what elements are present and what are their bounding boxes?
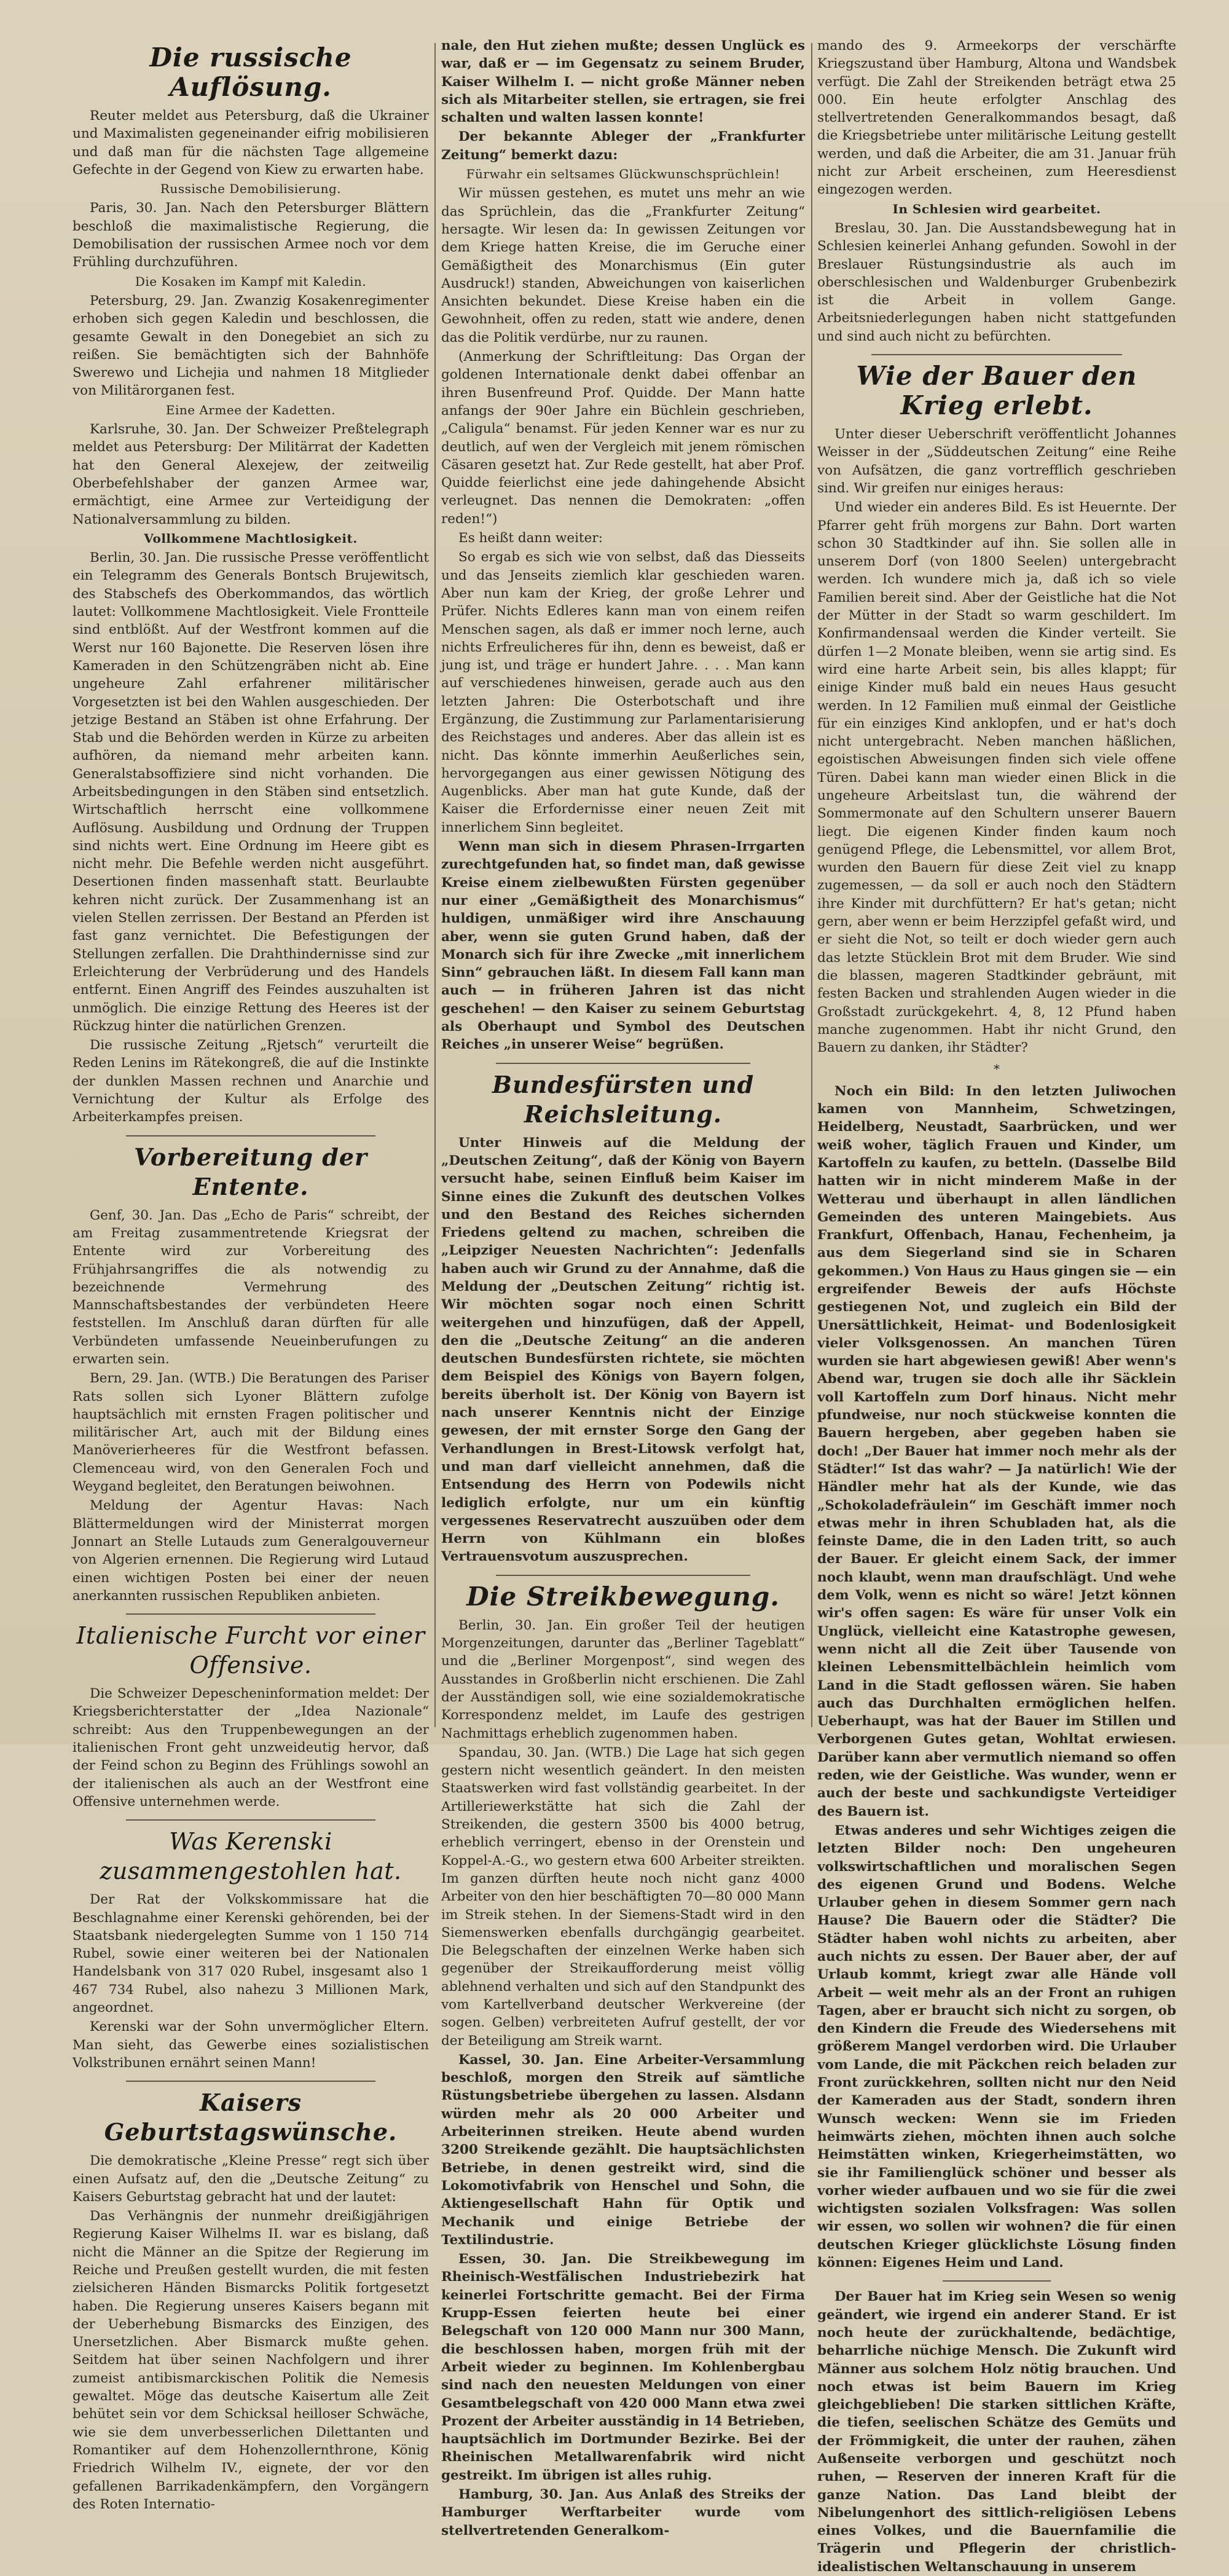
paragraph: Berlin, 30. Jan. Ein großer Teil der heutigen Morgenzeitungen, darunter das „Berliner Tageblatt“ und die „Berliner Morgenpost“, sind wegen des Ausstandes in Großberlin nicht erschienen. Die Zahl der Ausständigen soll, wie eine sozialdemokratische Korrespondenz meldet, im Laufe des gestrigen Nachmittags erheblich zugenommen haben.	[441, 1617, 805, 1741]
paragraph: Kerenski war der Sohn unvermöglicher Eltern. Man sieht, das Gewerbe eines sozialistischen Volkstribunen ernährt seinen Mann!	[73, 2019, 429, 2071]
divider	[943, 2280, 1050, 2282]
paragraph: Und wieder ein anderes Bild. Es ist Heuernte. Der Pfarrer geht früh morgens zur Bahn. Dort warten schon 30 Stadtkinder auf ihn. Sie sollen alle in unserem Dorf (von 1800 Seelen) untergebracht werden. Ich wundere mich ja, daß ich so viele Familien bereit sind. Aber der Geistliche hat die Not der Mütter in der Stadt so warm geschildert. Im Konfirmandensaal werden die Kinder verteilt. Sie dürfen 1—2 Monate bleiben, wenn sie artig sind. Es wird eine harte Arbeit sein, bis alles klappt; für einige Kinder muß bald ein neues Haus gesucht werden. In 12 Familien muß einmal der Geistliche für ein einziges Kind anklopfen, und er hat's doch nicht untergebracht. Neben manchen häßlichen, egoistischen Abweisungen finden sich viele offene Türen. Dabei kann man wieder einen Blick in die ungeheure Arbeitslast tun, die während der Sommermonate auf den Schultern unserer Bauern liegt. Die eigenen Kinder finden kaum noch genügend Pflege, die Lebensmittel, vor allem Brot, wurden den Bauern für diese Zeit viel zu knapp zugemessen, — da soll er auch noch den Städtern ihre Kinder mit durchfüttern? Er hat's getan; nicht gern, aber wenn er beim Herzzipfel gefaßt wird, und er sieht die Not, so teilt er doch wieder gern auch das letzte Stücklein Brot mit dem Bruder. Wie sind die blassen, mageren Stadtkinder gebräunt, mit festen Backen und strahlenden Augen wieder in die Großstadt zurückgekehrt. 4, 8, 12 Pfund haben manche zugenommen. Habt ihr nicht Grund, den Bauern zu danken, ihr Städter?	[817, 500, 1176, 1056]
paragraph: mando des 9. Armeekorps der verschärfte Kriegszustand über Hamburg, Altona und Wandsbek verfügt. Die Zahl der Streikenden beträgt etwa 25 000. Ein heute erfolgter Anschlag des stellvertretenden Generalkommandos besagt, daß die Kriegsbetriebe unter militärische Leitung gestellt werden, und daß die Arbeiter, die am 31. Januar früh nicht zur Arbeit erscheinen, zum Heeresdienst eingezogen werden.	[817, 38, 1176, 198]
paragraph: Der bekannte Ableger der „Frankfurter Zeitung“ bemerkt dazu:	[441, 129, 805, 163]
paragraph: Die demokratische „Kleine Presse“ regt sich über einen Aufsatz auf, den die „Deutsche Zeitung“ zu Kaisers Geburtstag gebracht hat und der lautet:	[73, 2153, 429, 2205]
paragraph: Genf, 30. Jan. Das „Echo de Paris“ schreibt, der am Freitag zusammentretende Kriegsrat der Entente wird zur Vorbereitung des Frühjahrsangriffes die als notwendig zu bezeichnende Vermehrung des Mannschaftsbestandes der verbündeten Heere feststellen. Im Anschluß daran dürften für alle Verbündeten umfassende Neueinberufungen zu erwarten sein.	[73, 1207, 429, 1367]
paragraph: Hamburg, 30. Jan. Aus Anlaß des Streiks der Hamburger Werftarbeiter wurde vom stellvertretenden Generalkom-	[441, 2487, 805, 2539]
paragraph: Unter Hinweis auf die Meldung der „Deutschen Zeitung“, daß der König von Bayern versucht habe, seinen Einfluß beim Kaiser im Sinne eines die Zukunft des deutschen Volkes und den Bestand des Reiches sichernden Friedens geltend zu machen, schreiben die „Leipziger Neuesten Nachrichten“: Jedenfalls haben auch wir Grund zu der Annahme, daß die Meldung der „Deutschen Zeitung“ richtig ist. Wir möchten sogar noch einen Schritt weitergehen und hinzufügen, daß der Appell, den die „Deutsche Zeitung“ an die anderen deutschen Bundesfürsten richtete, sie möchten dem Beispiel des Königs von Bayern folgen, bereits überholt ist. Der König von Bayern ist nach unserer Kenntnis nicht der Einzige gewesen, der mit ernster Sorge den Gang der Verhandlungen in Brest-Litowsk verfolgt hat, und man darf vielleicht annehmen, daß die Entsendung des Herrn von Podewils nicht lediglich erfolgte, nur um ein künftig vergessenes Reservatrecht auszuüben oder dem Herrn von Kühlmann ein bloßes Vertrauensvotum auszusprechen.	[441, 1135, 805, 1565]
subheading: Fürwahr ein seltsames Glückwunschsprüchlein!	[466, 167, 780, 182]
subheading: In Schlesien wird gearbeitet.	[892, 201, 1101, 216]
divider	[126, 1135, 375, 1136]
paragraph: (Anmerkung der Schriftleitung: Das Organ der goldenen Internationale denkt dabei offenbar an ihren Busenfreund Prof. Quidde. Der Mann hatte anfangs der 90er Jahre ein Büchlein geschrieben, „Caligula“ benamst. Für jeden Kenner war es nur zu deutlich, auf wen der Vergleich mit jenem römischen Cäsaren gesetzt hat. Zur Rede gestellt, hat aber Prof. Quidde feierlichst eine jede dahingehende Absicht verleugnet. Das nennen die Demokraten: „offen reden!“)	[441, 349, 805, 527]
divider	[496, 1063, 750, 1064]
column-middle	[441, 37, 805, 2539]
column-right	[817, 37, 1176, 2575]
paragraph: Der Bauer hat im Krieg sein Wesen so wenig geändert, wie irgend ein anderer Stand. Er ist noch heute der zurückhaltende, bedächtige, beharrliche nüchige Mensch. Die Zukunft wird Männer aus solchem Holz nötig brauchen. Und noch etwas ist beim Bauern im Krieg gleichgeblieben! Die starken sittlichen Kräfte, die tiefen, seelischen Schätze des Gemüts und der Frömmigkeit, die unter der rauhen, zähen Außenseite verborgen und geschützt noch ruhen, — Reserven der inneren Kraft für die ganze Nation. Das Land bleibt der Nibelungenhort des sittlich-religiösen Lebens eines Volkes, und die Bauernfamilie die Trägerin und Pflegerin der christlich-idealistischen Weltanschauung in unserem	[817, 2289, 1176, 2575]
paragraph: Wir müssen gestehen, es mutet uns mehr an wie das Sprüchlein, das die „Frankfurter Zeitung“ hersagte. Wir lesen da: In gewissen Zeitungen vor dem Kriege hatten Kreise, die im Geruche einer Gemäßigtheit des Monarchismus (Ein guter Ausdruck!) standen, Abweichungen von kaiserlichen Ansichten bekundet. Diese Kreise haben ein die Gewohnheit, offen zu reden, statt wie andere, denen das die Politik verdürbe, nur zu raunen.	[441, 186, 805, 345]
paragraph: Etwas anderes und sehr Wichtiges zeigen die letzten Bilder noch: Den ungeheuren volkswirtschaftlichen und moralischen Segen des eigenen Grund und Bodens. Welche Urlauber gehen in diesem Sommer gern nach Hause? Die Bauern oder die Städter? Die Städter haben wohl nichts zu arbeiten, aber auch nichts zu essen. Der Bauer aber, der auf Urlaub kommt, kriegt zwar alle Hände voll Arbeit — weit mehr als an der Front an ruhigen Tagen, aber er braucht sich nicht zu sorgen, ob den Kindern die Freude des Wiedersehens mit größerem Mangel verdorben wird. Die Urlauber vom Lande, die mit Päckchen reich beladen zur Front zurückkehren, sollten nicht nur den Neid der Kameraden aus der Stadt, sondern ihren Wunsch wecken: Wenn sie im Frieden heimwärts ziehen, möchten ihnen auch solche Heimstätten winken, Kriegerheimstätten, wo sie ihr Familienglück schöner und besser als vorher wieder aufbauen und wo sie für die zwei wichtigsten sozialen Volksfragen: Was sollen wir essen, wo sollen wir wohnen? die für einen deutschen Krieger glücklichste Lösung finden können: Eigenes Heim und Land.	[817, 1822, 1176, 2271]
column-rule	[434, 43, 436, 1727]
headline-kerenski: Was Kerenski zusammengestohlen hat.	[100, 1828, 402, 1885]
divider	[871, 354, 1123, 355]
paragraph: Meldung der Agentur Havas: Nach Blättermeldungen wird der Ministerrat morgen Jonnart an Stelle Lutauds zum Generalgouverneur von Algerien ernennen. Die Regierung wird Lutaud einen wichtigen Posten bei einer der neuen anerkannten russischen Republiken anbieten.	[73, 1498, 429, 1604]
subheading: Vollkommene Machtlosigkeit.	[144, 530, 358, 546]
paragraph: Noch ein Bild: In den letzten Juliwochen kamen von Mannheim, Schwetzingen, Heidelberg, Neustadt, Saarbrücken, und wer weiß woher, täglich Frauen und Kinder, um Kartoffeln zu kaufen, zu betteln. (Dasselbe Bild hatten wir in nicht minderem Maße in der Wetterau und überhaupt in allen ländlichen Gemeinden des unteren Maingebiets. Aus Frankfurt, Offenbach, Hanau, Fechenheim, ja aus dem Siegerland sind sie in Scharen gekommen.) Von Haus zu Haus gingen sie — ein ergreifender Beweis der aufs Höchste gestiegenen Not, und zugleich ein Bild der Unersättlichkeit, Heimat- und Bodenlosigkeit vieler Volksgenossen. An manchen Türen wurden sie hart abgewiesen gewiß! Aber wenn's Abend war, trugen sie doch alle ihr Säcklein voll Kartoffeln zum Dorf hinaus. Nicht mehr pfundweise, nur noch stückweise konnten die Bauern hergeben, aber gegeben haben sie doch! „Der Bauer hat immer noch mehr als der Städter!“ Ist das wahr? — Ja natürlich! Wie der Händler mehr hat als der Kunde, wie das „Schokoladefräulein“ im Geschäft immer noch etwas mehr in ihren Schubladen hat, als die feinste Dame, die in den Laden tritt, so auch der Bauer. Er gleicht einem Sack, der immer noch klaubt, wenn man draufschlägt. Und wehe dem Volk, wenn es nicht so wäre! Jetzt können wir's offen sagen: Es wäre für unser Volk ein Unglück, vielleicht eine Katastrophe gewesen, wenn nicht all die Zeit über Tausende von kleinen Lebensmittelbächlein heimlich vom Land in die Stadt geflossen wären. Sie haben auch das Durchhalten ermöglichen helfen. Ueberhaupt, was hat der Bauer im Stillen und Verborgenen Gutes getan, Wohltat erwiesen. Darüber kann aber vermutlich niemand so offen reden, wie der Geistliche. Was wunder, wenn er auch der beste und sachkundigste Verteidiger des Bauern ist.	[817, 1083, 1176, 1819]
paragraph: Bern, 29. Jan. (WTB.) Die Beratungen des Pariser Rats sollen sich Lyoner Blättern zufolge hauptsächlich mit ernsten Fragen politischer und militärischer Art, auch mit der Bildung eines Manöverierheeres für die Westfront befassen. Clemenceau wird, von den Generalen Foch und Weygand begleitet, den Beratungen beiwohnen.	[73, 1371, 429, 1495]
paragraph: Es heißt dann weiter:	[458, 530, 603, 546]
divider	[496, 1575, 750, 1576]
paragraph: Die Schweizer Depescheninformation meldet: Der Kriegsberichterstatter der „Idea Nazionale“ schreibt: Aus den Truppenbewegungen an der italienischen Front geht unzweideutig hervor, daß der Feind schon zu Beginn des Frühlings sowohl an der italienischen als auch an der Westfront eine Offensive unternehmen werde.	[73, 1686, 429, 1810]
paragraph: nale, den Hut ziehen mußte; dessen Unglück es war, daß er — im Gegensatz zu seinem Bruder, Kaiser Wilhelm I. — nicht große Männer neben sich als Mitarbeiter stellen, sie ertragen, sie frei schalten und walten lassen konnte!	[441, 38, 805, 126]
headline-italian-fear: Italienische Furcht vor einer Offensive.	[76, 1622, 425, 1679]
subheading: Eine Armee der Kadetten.	[165, 402, 336, 417]
divider	[126, 1819, 375, 1821]
paragraph: Paris, 30. Jan. Nach den Petersburger Blättern beschloß die maximalistische Regierung, die Demobilisation der russischen Armee noch vor dem Frühling durchzuführen.	[73, 200, 429, 270]
section-star: *	[994, 1062, 1000, 1077]
headline-strike-movement: Die Streikbewegung.	[466, 1581, 780, 1612]
subheading: Die Kosaken im Kampf mit Kaledin.	[135, 274, 367, 289]
paragraph: Breslau, 30. Jan. Die Ausstandsbewegung hat in Schlesien keinerlei Anhang gefunden. Sowohl in der Breslauer Rüstungsindustrie als auch im oberschlesischen und Waldenburger Grubenbezirk ist die Arbeit in vollem Gange. Arbeitsniederlegungen haben nicht stattgefunden und sind auch nicht zu befürchten.	[817, 220, 1176, 344]
headline-russian-dissolution: Die russische Auflösung.	[149, 42, 352, 102]
paragraph: Die russische Zeitung „Rjetsch“ verurteilt die Reden Lenins im Rätekongreß, die auf die Instinkte der dunklen Massen rechnen und Anarchie und Vernichtung der Kultur als Erfolge des Arbeiterkampfes preisen.	[73, 1038, 429, 1125]
paragraph: Berlin, 30. Jan. Die russische Presse veröffentlicht ein Telegramm des Generals Bontsch Brujewitsch, des Stabschefs des Oberkommandos, das wörtlich lautet: Vollkommene Machtlosigkeit. Viele Frontteile sind entblößt. Auf der Westfront kommen auf die Werst nur 160 Bajonette. Die Reserven lösen ihre Kameraden in den Schützengräben nicht ab. Eine ungeheure Zahl erfahrener militärischer Vorgesetzten ist bei den Wahlen ausgeschieden. Der jetzige Bestand an Stäben ist ohne Erfahrung. Der Stab und die Behörden werden in Kürze zu arbeiten aufhören, da niemand mehr arbeiten kann. Generalstabsoffiziere sind nicht vorhanden. Die Arbeitsbedingungen in den Stäben sind entsetzlich. Wirtschaftlich herrscht eine vollkommene Auflösung. Ausbildung und Ordnung der Truppen sind nichts wert. Eine Ordnung im Heere gibt es nicht mehr. Die Befehle werden nicht ausgeführt. Desertionen finden massenhaft statt. Beurlaubte kehren nicht zurück. Der Zusammenhang ist an vielen Stellen zerrissen. Der Bestand an Pferden ist fast ganz vernichtet. Die Befestigungen der Stellungen zerfallen. Die Drahthindernisse sind zur Erleichterung der Verbrüderung und des Handels entfernt. Einen Angriff des Feindes auszuhalten ist unmöglich. Die einzige Rettung des Heeres ist der Rückzug hinter die natürlichen Grenzen.	[73, 550, 429, 1034]
paragraph: Kassel, 30. Jan. Eine Arbeiter-Versammlung beschloß, morgen den Streik auf sämtliche Rüstungsbetriebe übergehen zu lassen. Alsdann würden mehr als 20 000 Arbeiter und Arbeiterinnen streiken. Heute abend wurden 3200 Streikende gezählt. Die hauptsächlichsten Betriebe, in denen gestreikt wird, sind die Lokomotivfabrik von Henschel und Sohn, die Aktiengesellschaft Hahn für Optik und Mechanik und einige Betriebe der Textilindustrie.	[441, 2052, 805, 2248]
headline-kaiser-birthday: Kaisers Geburtstagswünsche.	[104, 2089, 398, 2146]
paragraph: Reuter meldet aus Petersburg, daß die Ukrainer und Maximalisten gegeneinander eifrig mobilisieren und daß man für die nächsten Tage allgemeine Gefechte in der Gegend von Kiew zu erwarten habe.	[73, 108, 429, 178]
paragraph: Unter dieser Ueberschrift veröffentlicht Johannes Weisser in der „Süddeutschen Zeitung“ eine Reihe von Aufsätzen, die ganz vortrefflich geschrieben sind. Wir greifen nur einiges heraus:	[817, 427, 1176, 496]
paragraph: Essen, 30. Jan. Die Streikbewegung im Rheinisch-Westfälischen Industriebezirk hat keinerlei Fortschritte gemacht. Bei der Firma Krupp-Essen feierten heute bei einer Belegschaft von 120 000 Mann nur 300 Mann, die beschlossen haben, morgen früh mit der Arbeit wieder zu beginnen. Im Kohlenbergbau sind nach den neuesten Meldungen von einer Gesamtbelegschaft von 420 000 Mann etwa zwei Prozent der Arbeiter ausständig in 14 Betrieben, hauptsächlich im Dortmunder Bezirke. Bei der Rheinischen Metallwarenfabrik wird nicht gestreikt. Im übrigen ist alles ruhig.	[441, 2251, 805, 2483]
subheading: Russische Demobilisierung.	[160, 181, 342, 197]
divider	[126, 1613, 375, 1615]
headline-federal-princes: Bundesfürsten und Reichsleitung.	[492, 1070, 755, 1128]
headline-entente: Vorbereitung der Entente.	[133, 1143, 368, 1200]
paragraph: Petersburg, 29. Jan. Zwanzig Kosakenregimenter erhoben sich gegen Kaledin und beschlossen, die gesamte Gewalt in den Donegebiet an sich zu reißen. Sie bemächtigten sich der Bahnhöfe Swerewo und Lichejia und nahmen 18 Mitglieder von Militärorganen fest.	[73, 293, 429, 399]
headline-farmer-war: Wie der Bauer den Krieg erlebt.	[856, 361, 1137, 421]
paragraph: Spandau, 30. Jan. (WTB.) Die Lage hat sich gegen gestern nicht wesentlich geändert. In den meisten Staatswerken wird fast vollständig gearbeitet. In der Artilleriewerkstätte hat sich die Zahl der Streikenden, die gestern 3500 bis 4000 betrug, erheblich verringert, ebenso in der Orenstein und Koppel-A.-G., wo gestern etwa 600 Arbeiter streikten. Im ganzen dürften heute noch nicht ganz 4000 Arbeiter von den hier beschäftigten 70—80 000 Mann im Streik stehen. In der Siemens-Stadt wird in den Siemenswerken ebenfalls durchgängig gearbeitet. Die Belegschaften der einzelnen Werke haben sich gegenüber der Streikaufforderung meist völlig ablehnend verhalten und sich auf den Standpunkt des vom Kartellverband deutscher Werkvereine (der sogen. Gelben) verbreiteten Aufruf gestellt, der vor der Beteiligung am Streik warnt.	[441, 1744, 805, 2049]
paragraph: Der Rat der Volkskommissare hat die Beschlagnahme einer Kerenski gehörenden, bei der Staatsbank niedergelegten Summe von 1 150 714 Rubel, sowie einer weiteren bei der Nationalen Handelsbank von 317 020 Rubel, insgesamt also 1 467 734 Rubel, also nahezu 3 Millionen Mark, angeordnet.	[73, 1892, 429, 2016]
column-left	[73, 37, 429, 2512]
divider	[126, 2081, 375, 2082]
column-rule	[811, 43, 812, 1727]
paragraph: Das Verhängnis der nunmehr dreißigjährigen Regierung Kaiser Wilhelms II. war es bislang, daß nicht die Männer an die Spitze der Regierung im Reiche und Preußen gestellt wurden, die mit festen zielsicheren Händen Bismarcks Politik fortgesetzt haben. Die Regierung unseres Kaisers begann mit der Ueberhebung Bismarcks des Einzigen, des Unersetzlichen. Aber Bismarck mußte gehen. Seitdem hat über seinen Nachfolgern und ihrer zumeist antibismarckischen Politik die Nemesis gewaltet. Möge das deutsche Kaisertum alle Zeit behütet sein vor dem Schicksal heilloser Schwäche, wie sie dem unverbesserlichen Dilettanten und Romantiker auf dem Hohenzollernthrone, König Friedrich Wilhelm IV., eignete, der vor den gefallenen Barrikadenkämpfern, den Vorgängern des Roten Internatio-	[73, 2208, 429, 2512]
paragraph: Wenn man sich in diesem Phrasen-Irrgarten zurechtgefunden hat, so findet man, daß gewisse Kreise einem zielbewußten Fürsten gegenüber nur einer „Gemäßigtheit des Monarchismus“ huldigen, unmäßiger wird ihre Anschauung aber, wenn sie guten Grund haben, daß der Monarch sich für ihre Zwecke „mit innerlichem Sinn“ gebrauchen läßt. In diesem Fall kann man auch — in früheren Jahren ist das nicht geschehen! — den Kaiser zu seinem Geburtstag als Oberhaupt und Symbol des Deutschen Reiches „in unserer Weise“ begrüßen.	[441, 839, 805, 1053]
paragraph: Karlsruhe, 30. Jan. Der Schweizer Preßtelegraph meldet aus Petersburg: Der Militärrat der Kadetten hat den General Alexejew, der zeitweilig Oberbefehlshaber der ganzen Armee war, ermächtigt, eine Armee zur Verteidigung der Nationalversammlung zu bilden.	[73, 422, 429, 527]
paragraph: So ergab es sich wie von selbst, daß das Diesseits und das Jenseits ziemlich klar geschieden waren. Aber nun kam der Krieg, der große Lehrer und Prüfer. Nichts Edleres kann man von einem reifen Menschen sagen, als daß er immer noch lerne, auch nichts Erfreulicheres für ihn, denn es beweist, daß er jung ist, und träge er hundert Jahre. . . . Man kann auf verschiedenes hinweisen, gerade auch aus den letzten Jahren: Die Osterbotschaft und ihre Ergänzung, die Zustimmung zur Parlamentarisierung des Reichstages und anderes. Aber das allein ist es nicht. Das könnte immerhin Aeußerliches sein, hervorgegangen aus einer gewissen Nötigung des Augenblicks. Aber man hat gute Kunde, daß der Kaiser die Erfordernisse einer neuen Zeit mit innerlichem Sinn begleitet.	[441, 549, 805, 835]
